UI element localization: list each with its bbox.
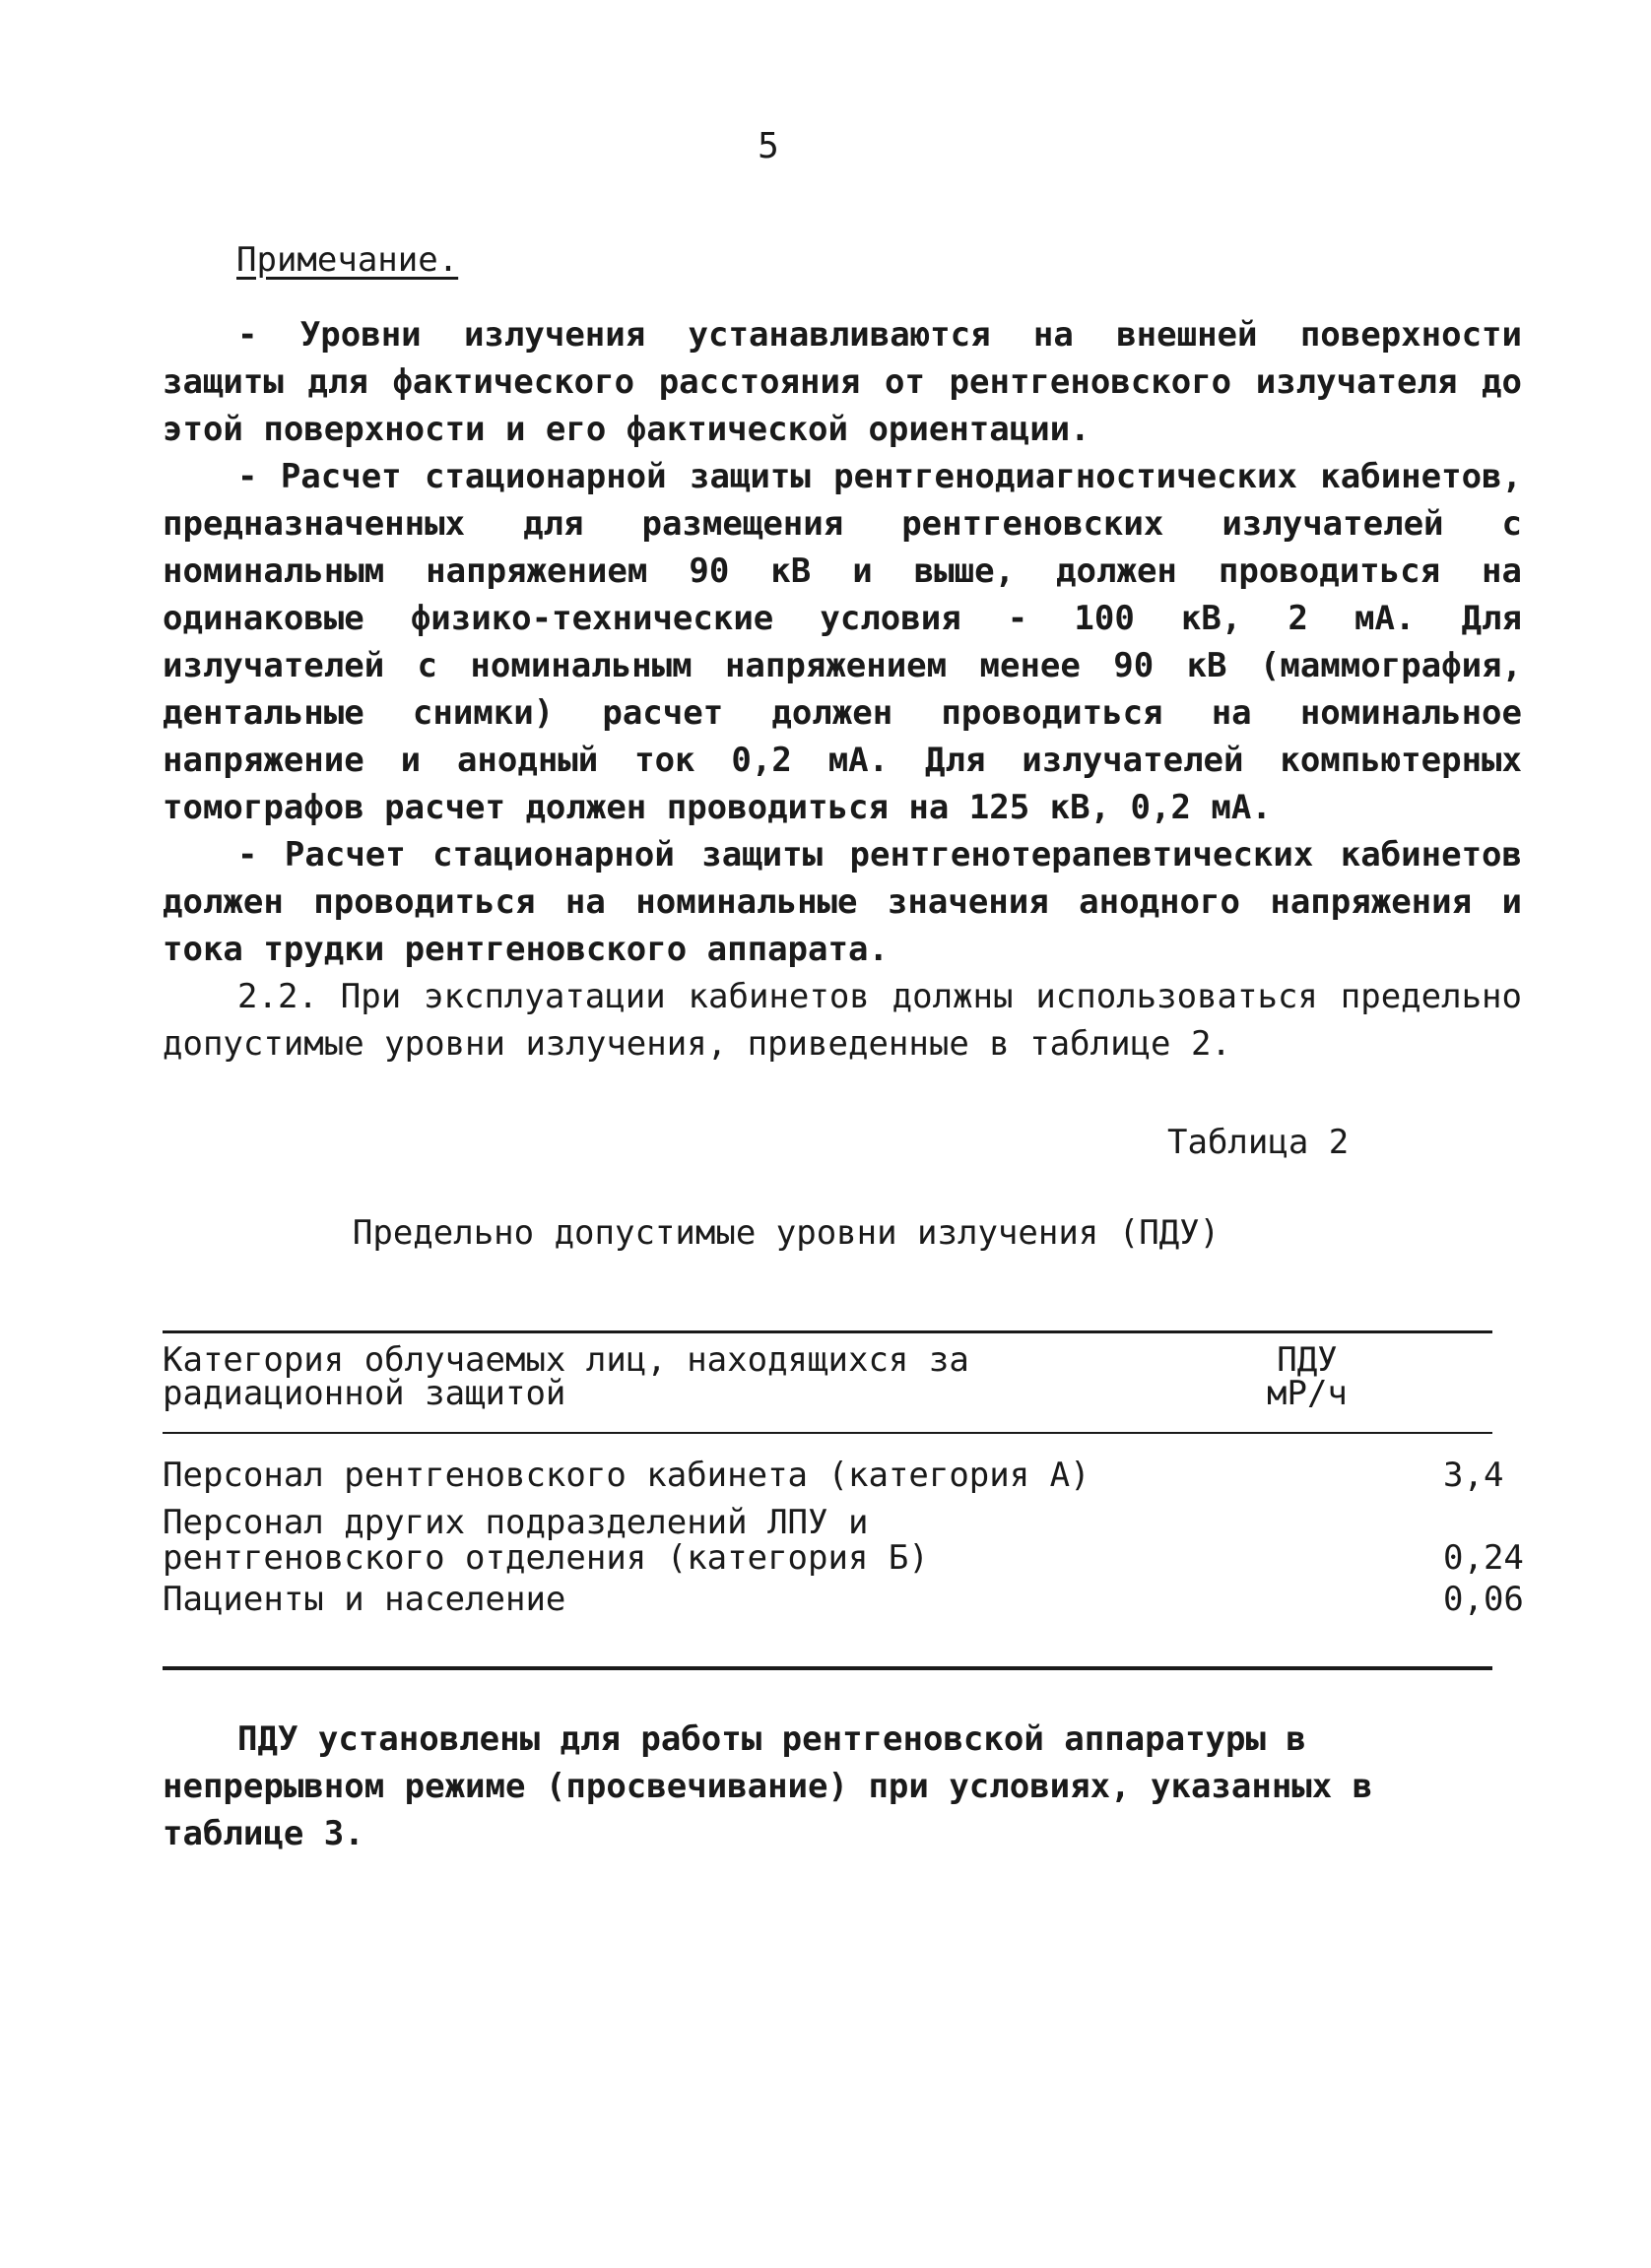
header-category-line-1: Категория облучаемых лиц, находящихся за — [163, 1340, 969, 1380]
header-pdu-line-1: ПДУ — [1277, 1340, 1338, 1380]
header-category-line-2: радиационной защитой — [163, 1374, 566, 1413]
page-number: 5 — [758, 126, 779, 166]
note-item-2: - Расчет стационарной защиты рентгенодиагностических кабинетов, предназначенных для размещения рентгеновских излучателей с номинальным напряжением 90 кВ и выше, должен проводиться на одинаковые физико-технические условия - 100 кВ, 2 мА. Для излучателей с номинальным напряжением менее 90 кВ (маммография, дентальные снимки) расчет должен проводиться на номинальное напряжение и анодный ток 0,2 мА. Для излучателей компьютерных томографов расчет должен проводиться на 125 кВ, 0,2 мА. — [163, 457, 1522, 827]
row-value: 0,24 — [1443, 1538, 1524, 1578]
row-label: Персонал рентгеновского кабинета (категория А) — [163, 1456, 1090, 1495]
row-label: Пациенты и население — [163, 1580, 566, 1619]
table-header-rule — [163, 1432, 1492, 1434]
header-pdu-line-2: мР/ч — [1267, 1374, 1348, 1413]
table-label: Таблица 2 — [1167, 1123, 1350, 1162]
note-heading: Примечание. — [236, 240, 459, 280]
table-header-pdu — [1267, 1340, 1348, 1413]
table-title: Предельно допустимые уровни излучения (ПДУ) — [352, 1213, 1221, 1253]
table-bottom-rule — [163, 1666, 1492, 1670]
section-2-2: 2.2. При эксплуатации кабинетов должны использоваться предельно допустимые уровни излучения, приведенные в таблице 2. — [163, 977, 1522, 1064]
row-value: 3,4 — [1443, 1456, 1504, 1495]
row-label — [163, 1505, 929, 1576]
table-top-rule — [163, 1330, 1492, 1333]
row-value: 0,06 — [1443, 1580, 1524, 1619]
table-header-category — [163, 1340, 969, 1413]
note-item-1: - Уровни излучения устанавливаются на внешней поверхности защиты для фактического расстояния от рентгеновского излучателя до этой поверхности и его фактической ориентации. — [163, 315, 1522, 449]
note-item-3: - Расчет стационарной защиты рентгенотерапевтических кабинетов должен проводиться на номинальные значения анодного напряжения и тока трудки рентгеновского аппарата. — [163, 835, 1522, 969]
closing-paragraph: ПДУ установлены для работы рентгеновской аппаратуры в непрерывном режиме (просвечивание) при условиях, указанных в таблице 3. — [163, 1719, 1373, 1853]
row-label-line-2: рентгеновского отделения (категория Б) — [163, 1538, 929, 1578]
row-label-line-1: Персонал других подразделений ЛПУ и — [163, 1503, 869, 1542]
